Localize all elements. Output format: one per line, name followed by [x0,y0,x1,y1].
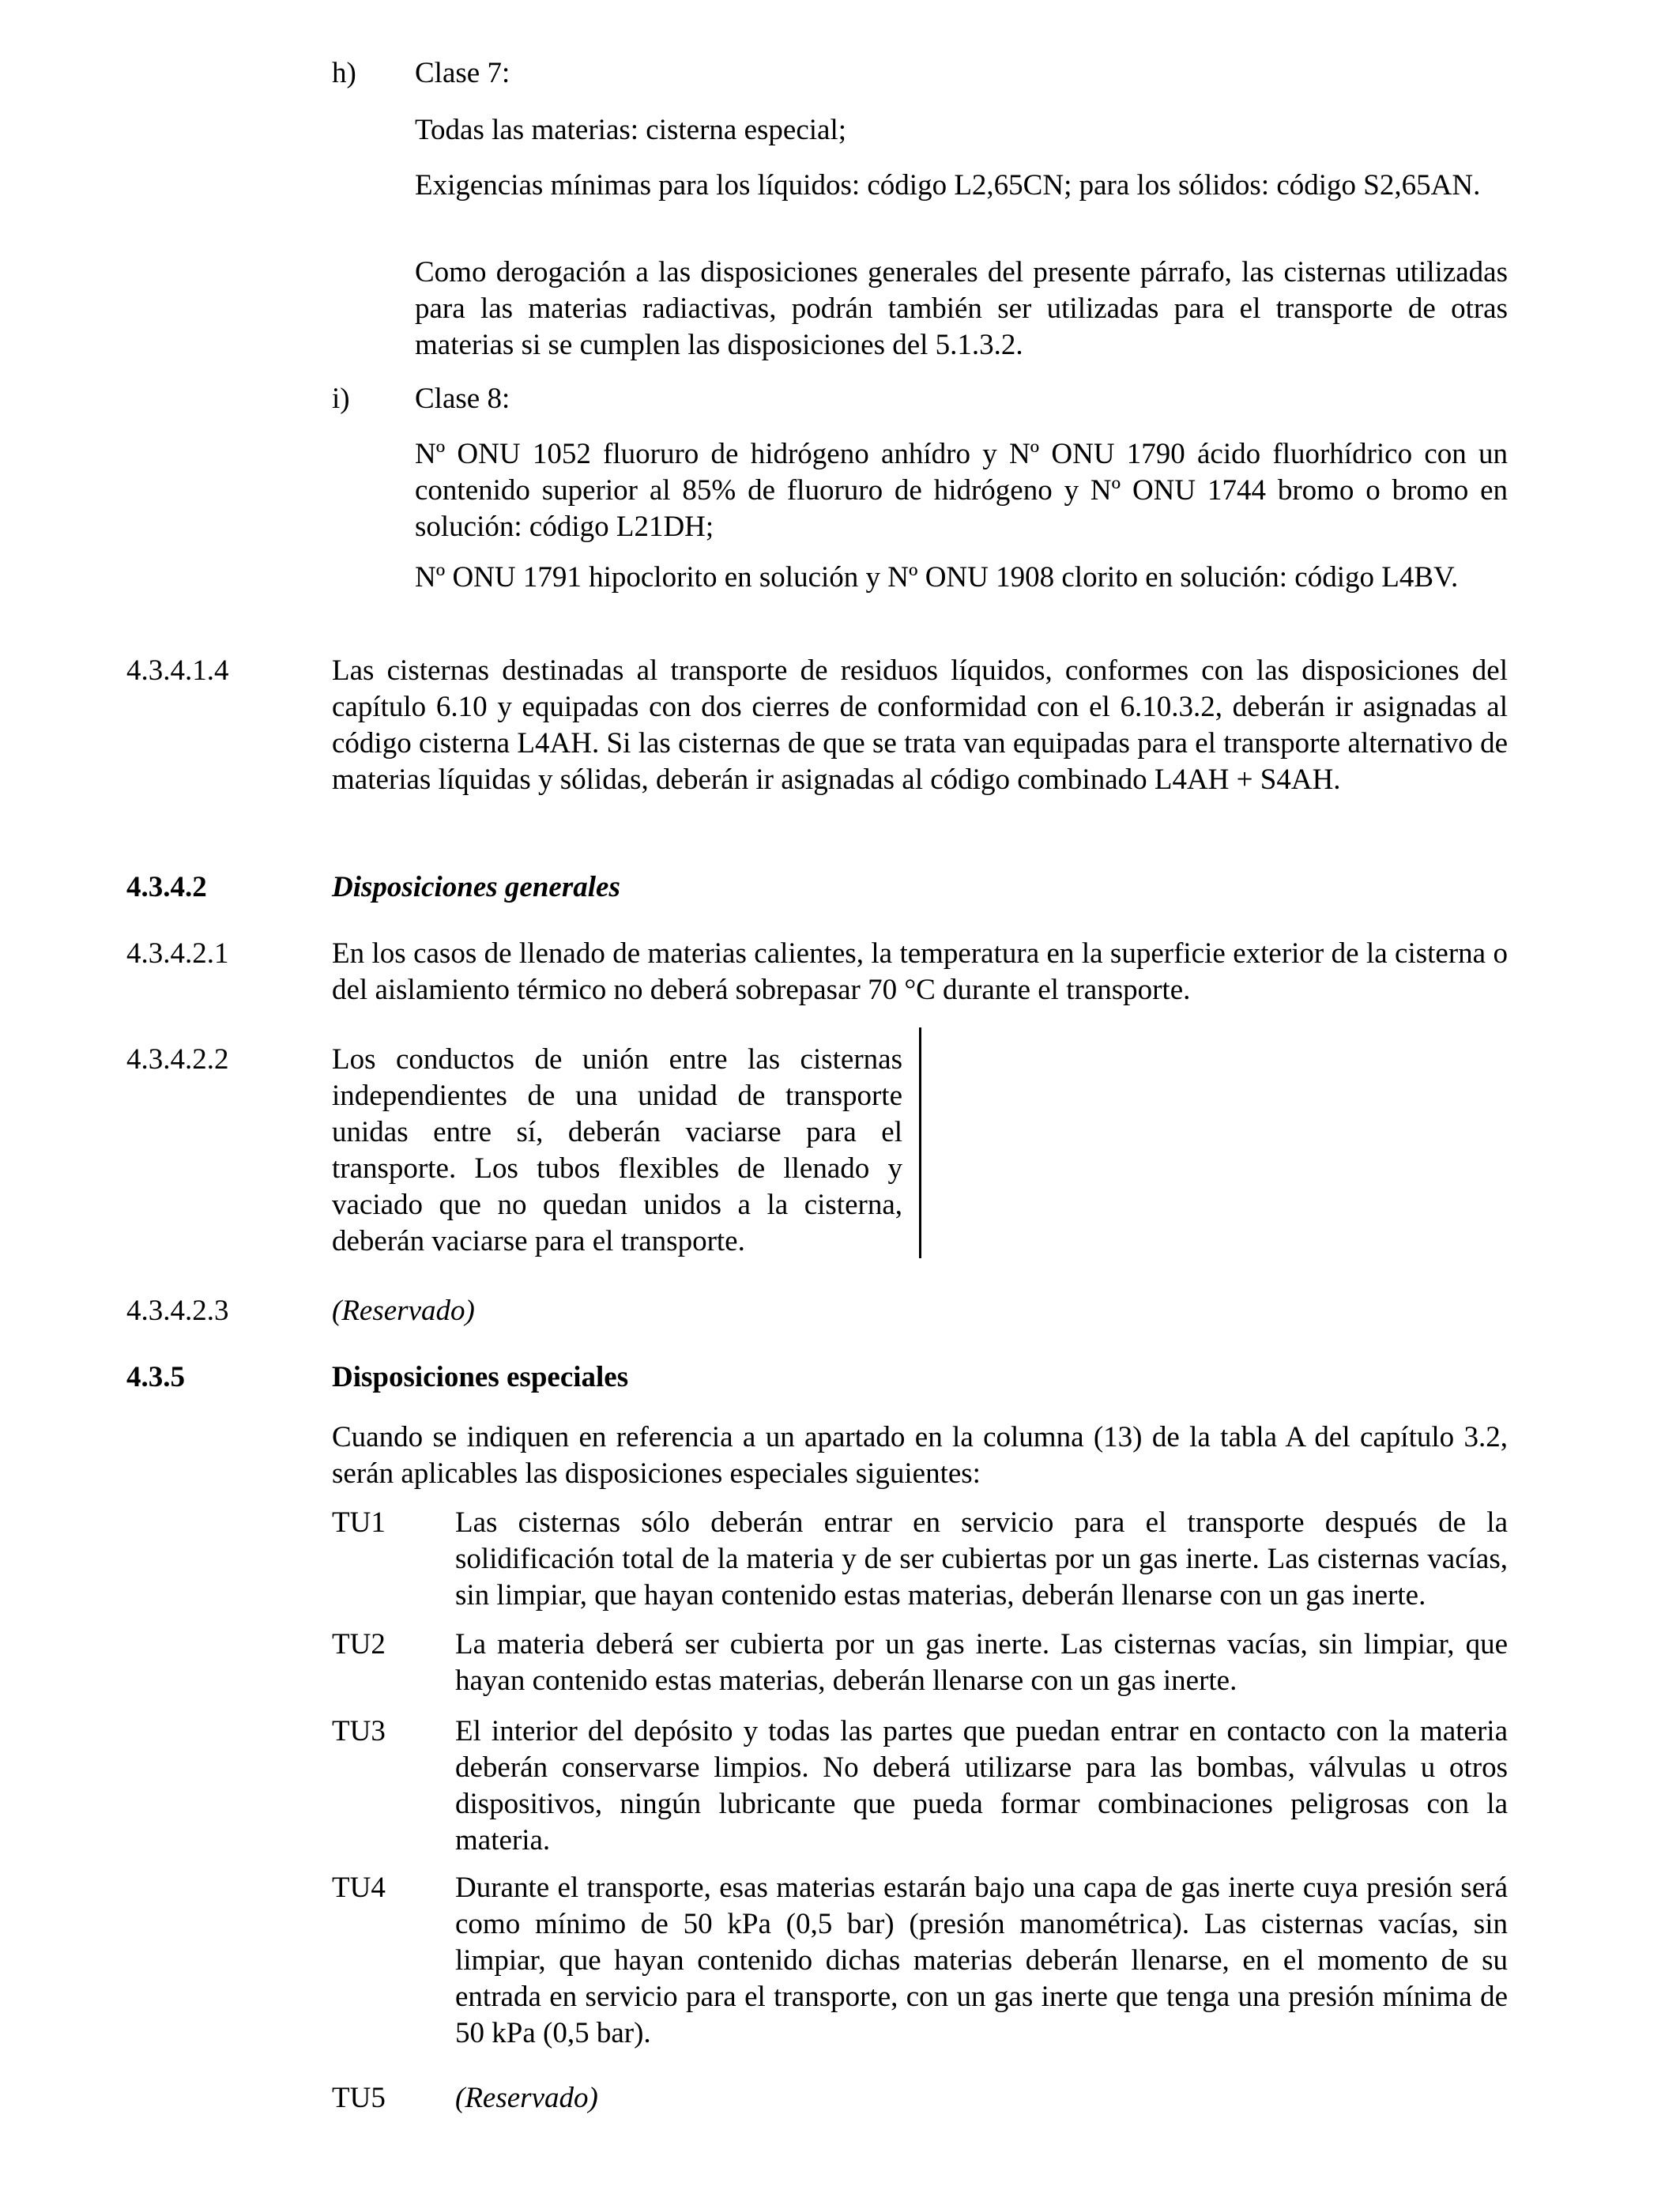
item-title-h: Clase 7: [415,57,510,89]
section-number-4-3-4-2: 4.3.4.2 [126,871,207,903]
item-title-i: Clase 8: [415,383,510,415]
paragraph-i-1: Nº ONU 1052 fluoruro de hidrógeno anhídro y Nº ONU 1790 ácido fluorhídrico con un contenido superior al 85% de fluoruro de hidrógeno y Nº ONU 1744 bromo o bromo en solución: código L21DH; [415,438,1508,543]
section-number-4-3-4-1-4: 4.3.4.1.4 [126,654,229,687]
tu-code-tu5: TU5 [332,2082,386,2114]
section-text-4-3-4-2-2: Los conductos de unión entre las cisternas independientes de una unidad de transporte unidas entre sí, deberán vaciarse para el transporte. Los tubos flexibles de llenado y vaciado que no quedan unidos a la cisterna, deberán vaciarse para el transporte. [332,1043,902,1257]
tu-code-tu2: TU2 [332,1628,386,1661]
section-number-4-3-4-2-2: 4.3.4.2.2 [126,1043,229,1076]
tu-code-tu3: TU3 [332,1715,386,1747]
tu-text-tu2: La materia deberá ser cubierta por un gas inerte. Las cisternas vacías, sin limpiar, que hayan contenido estas materias, deberán llenarse con un gas inerte. [455,1628,1508,1697]
section-number-4-3-4-2-1: 4.3.4.2.1 [126,937,229,970]
section-title-4-3-5: Disposiciones especiales [332,1361,629,1393]
section-intro-4-3-5: Cuando se indiquen en referencia a un apartado en la columna (13) de la tabla A del capítulo 3.2, serán aplicables las disposiciones especiales siguientes: [332,1421,1508,1490]
section-text-4-3-4-2-3: (Reservado) [332,1295,475,1327]
paragraph-h-3: Como derogación a las disposiciones generales del presente párrafo, las cisternas utilizadas para las materias radiactivas, podrán también ser utilizadas para el transporte de otras materias si se cumplen las disposiciones del 5.1.3.2. [415,256,1508,361]
tu-text-tu4: Durante el transporte, esas materias estarán bajo una capa de gas inerte cuya presión será como mínimo de 50 kPa (0,5 bar) (presión manométrica). Las cisternas vacías, sin limpiar, que hayan contenido dichas materias deberán llenarse, en el momento de su entrada en servicio para el transporte, con un gas inerte que tenga una presión mínima de 50 kPa (0,5 bar). [455,1872,1508,2049]
section-number-4-3-5: 4.3.5 [126,1361,185,1393]
paragraph-i-2: Nº ONU 1791 hipoclorito en solución y Nº ONU 1908 clorito en solución: código L4BV. [415,561,1459,594]
change-bar [919,1027,921,1258]
tu-code-tu1: TU1 [332,1506,386,1539]
item-label-i: i) [332,383,350,415]
section-text-4-3-4-2-1: En los casos de llenado de materias calientes, la temperatura en la superficie exterior de la cisterna o del aislamiento térmico no deberá sobrepasar 70 °C durante el transporte. [332,937,1508,1006]
tu-text-tu5: (Reservado) [455,2082,598,2114]
item-label-h: h) [332,57,356,89]
tu-text-tu1: Las cisternas sólo deberán entrar en servicio para el transporte después de la solidificación total de la materia y de ser cubiertas por un gas inerte. Las cisternas vacías, sin limpiar, que hayan contenido estas materias, deberán llenarse con un gas inerte. [455,1506,1508,1612]
section-title-4-3-4-2: Disposiciones generales [332,871,620,903]
paragraph-h-2: Exigencias mínimas para los líquidos: código L2,65CN; para los sólidos: código S2,65AN. [415,169,1481,202]
section-text-4-3-4-1-4: Las cisternas destinadas al transporte de residuos líquidos, conformes con las disposiciones del capítulo 6.10 y equipadas con dos cierres de conformidad con el 6.10.3.2, deberán ir asignadas al código cisterna L4AH. Si las cisternas de que se trata van equipadas para el transporte alternativo de materias líquidas y sólidas, deberán ir asignadas al código combinado L4AH + S4AH. [332,654,1508,796]
tu-code-tu4: TU4 [332,1872,386,1904]
section-number-4-3-4-2-3: 4.3.4.2.3 [126,1295,229,1327]
paragraph-h-1: Todas las materias: cisterna especial; [415,114,847,146]
tu-text-tu3: El interior del depósito y todas las partes que puedan entrar en contacto con la materia deberán conservarse limpios. No deberá utilizarse para las bombas, válvulas u otros dispositivos, ningún lubricante que pueda formar combinaciones peligrosas con la materia. [455,1715,1508,1857]
